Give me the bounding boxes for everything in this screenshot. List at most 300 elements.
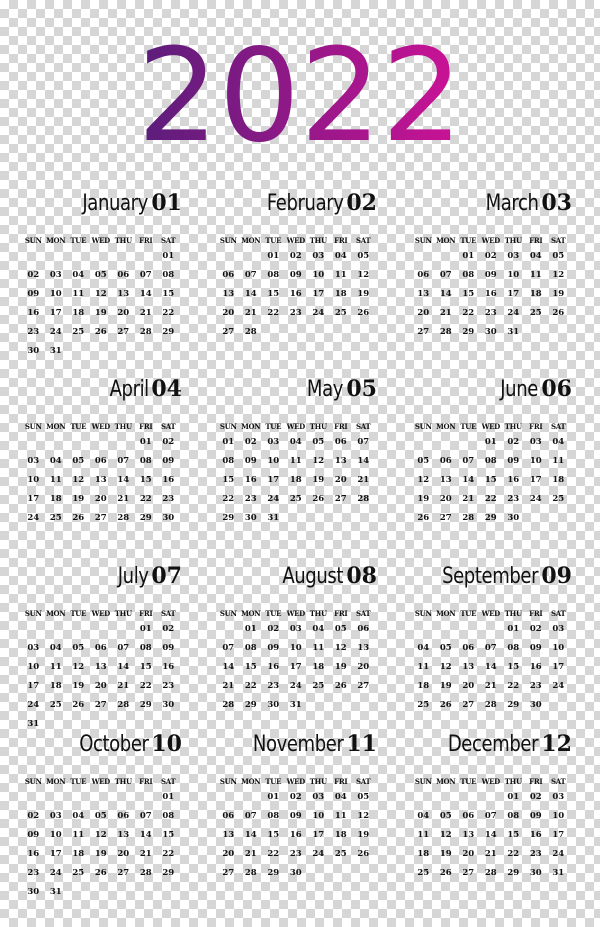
day-cell: 02 (484, 251, 497, 261)
month-title (299, 372, 377, 406)
day-cell: 23 (162, 681, 175, 691)
day-cell: 16 (162, 475, 175, 485)
day-cell: 24 (552, 849, 565, 859)
day-cell: 23 (529, 849, 542, 859)
week-row (412, 509, 572, 528)
month-title (474, 186, 572, 220)
weekday-label: MON (436, 236, 456, 245)
week-row (22, 433, 182, 452)
weekday-label: THU (504, 777, 522, 786)
day-cell: 16 (267, 662, 280, 672)
month-title (428, 727, 572, 761)
day-cell: 29 (267, 868, 280, 878)
day-cell: 07 (439, 270, 452, 280)
day-cell: 15 (507, 830, 520, 840)
day-cell: 17 (49, 849, 62, 859)
week-row (22, 490, 182, 509)
week-row (22, 471, 182, 490)
day-cell: 27 (462, 700, 475, 710)
day-cell: 02 (267, 624, 280, 634)
day-cell: 25 (49, 700, 62, 710)
weekday-label: SAT (161, 422, 176, 431)
day-cell: 03 (507, 251, 520, 261)
day-cell: 11 (72, 289, 85, 299)
day-cell: 06 (462, 643, 475, 653)
day-cell: 24 (312, 849, 325, 859)
day-cell: 22 (462, 308, 475, 318)
week-row (217, 490, 377, 509)
week-row (412, 266, 572, 285)
day-cell: 03 (289, 624, 302, 634)
day-cell: 25 (49, 513, 62, 523)
weekday-label: FRI (334, 422, 348, 431)
day-cell: 06 (222, 811, 235, 821)
day-cell: 22 (267, 308, 280, 318)
day-cell: 18 (334, 830, 347, 840)
day-cell: 20 (462, 849, 475, 859)
day-cell: 13 (439, 475, 452, 485)
month-january (22, 186, 182, 366)
day-cell: 25 (72, 327, 85, 337)
week-row (217, 433, 377, 452)
day-cell: 13 (222, 830, 235, 840)
day-cell: 20 (462, 681, 475, 691)
day-cell: 25 (72, 868, 85, 878)
day-cell: 08 (507, 643, 520, 653)
day-cell: 15 (244, 662, 257, 672)
day-cell: 28 (139, 868, 152, 878)
week-row (22, 266, 182, 285)
day-cell: 08 (222, 456, 235, 466)
day-cell: 24 (289, 681, 302, 691)
day-cell: 20 (357, 662, 370, 672)
day-cell: 26 (94, 327, 107, 337)
day-cell: 15 (162, 830, 175, 840)
day-cell: 10 (267, 456, 280, 466)
month-number: 08 (346, 563, 377, 589)
day-cell: 29 (507, 700, 520, 710)
day-cell: 21 (244, 308, 257, 318)
day-cell: 09 (484, 270, 497, 280)
week-row (217, 266, 377, 285)
week-row (412, 471, 572, 490)
day-cell: 04 (529, 251, 542, 261)
day-cell: 24 (507, 308, 520, 318)
weekday-label: WED (91, 422, 110, 431)
day-cell: 04 (334, 792, 347, 802)
month-number: 06 (541, 376, 572, 402)
weekday-label: WED (91, 236, 110, 245)
month-title (421, 559, 572, 593)
day-cell: 15 (484, 475, 497, 485)
day-cell: 04 (49, 456, 62, 466)
month-title (101, 372, 182, 406)
day-cell: 20 (439, 494, 452, 504)
day-cell: 09 (27, 830, 40, 840)
weekday-label: FRI (529, 422, 543, 431)
weekday-label: TUE (70, 236, 87, 245)
day-cell: 05 (439, 811, 452, 821)
day-cell: 07 (117, 456, 130, 466)
week-row (217, 658, 377, 677)
day-cell: 24 (27, 700, 40, 710)
day-cell: 16 (507, 475, 520, 485)
day-cell: 30 (162, 513, 175, 523)
day-cell: 19 (94, 308, 107, 318)
week-row (412, 639, 572, 658)
day-cell: 18 (529, 289, 542, 299)
day-cell: 28 (439, 327, 452, 337)
week-row (22, 452, 182, 471)
weekday-label: THU (504, 422, 522, 431)
day-cell: 21 (484, 681, 497, 691)
day-cell: 25 (417, 700, 430, 710)
day-cell: 01 (267, 251, 280, 261)
day-cell: 22 (484, 494, 497, 504)
day-cell: 23 (529, 681, 542, 691)
weekday-label: FRI (139, 236, 153, 245)
day-cell: 26 (72, 700, 85, 710)
day-cell: 26 (334, 681, 347, 691)
weekday-label: MON (46, 236, 66, 245)
week-row (412, 807, 572, 826)
day-cell: 17 (49, 308, 62, 318)
weekday-label: SUN (24, 422, 42, 431)
week-row (22, 304, 182, 323)
weekday-label: MON (241, 609, 261, 618)
weekday-label: FRI (139, 609, 153, 618)
month-name: January (82, 191, 149, 216)
week-row (412, 323, 572, 342)
day-cell: 05 (357, 792, 370, 802)
day-cell: 22 (139, 681, 152, 691)
day-cell: 30 (267, 700, 280, 710)
week-row (412, 788, 572, 807)
day-cell: 15 (139, 662, 152, 672)
day-cell: 24 (49, 327, 62, 337)
day-cell: 28 (357, 494, 370, 504)
day-cell: 14 (244, 830, 257, 840)
week-row (217, 247, 377, 266)
day-cell: 12 (94, 830, 107, 840)
month-number: 01 (151, 190, 182, 216)
week-row (412, 620, 572, 639)
weekday-label: SAT (356, 422, 371, 431)
day-cell: 12 (72, 475, 85, 485)
day-cell: 23 (162, 494, 175, 504)
day-cell: 20 (117, 308, 130, 318)
day-cell: 21 (462, 494, 475, 504)
day-cell: 02 (27, 270, 40, 280)
weekday-label: WED (286, 609, 305, 618)
week-row (22, 845, 182, 864)
day-cell: 10 (49, 830, 62, 840)
day-cell: 21 (357, 475, 370, 485)
day-cell: 22 (162, 849, 175, 859)
day-cell: 03 (267, 437, 280, 447)
weekday-label: SUN (219, 777, 237, 786)
day-cell: 23 (484, 308, 497, 318)
week-row (217, 677, 377, 696)
weekday-label: MON (46, 777, 66, 786)
day-cell: 05 (357, 251, 370, 261)
day-cell: 07 (484, 811, 497, 821)
day-cell: 12 (94, 289, 107, 299)
weekday-label: SAT (161, 777, 176, 786)
day-cell: 15 (222, 475, 235, 485)
day-cell: 27 (334, 494, 347, 504)
day-cell: 16 (529, 830, 542, 840)
day-cell: 18 (72, 308, 85, 318)
month-number: 05 (346, 376, 377, 402)
day-cell: 12 (417, 475, 430, 485)
day-cell: 03 (552, 624, 565, 634)
day-cell: 26 (417, 513, 430, 523)
day-cell: 13 (334, 456, 347, 466)
day-cell: 01 (244, 624, 257, 634)
day-cell: 14 (484, 662, 497, 672)
day-cell: 31 (27, 719, 40, 729)
day-cell: 22 (507, 681, 520, 691)
day-cell: 22 (507, 849, 520, 859)
weekday-label: FRI (334, 236, 348, 245)
weekday-label: FRI (334, 777, 348, 786)
day-cell: 17 (312, 830, 325, 840)
weekday-label: SUN (219, 609, 237, 618)
day-cell: 10 (27, 475, 40, 485)
weekday-label: TUE (70, 609, 87, 618)
day-cell: 25 (552, 494, 565, 504)
day-cell: 04 (417, 643, 430, 653)
week-row (412, 845, 572, 864)
week-row (217, 826, 377, 845)
month-title (64, 727, 182, 761)
week-row (22, 285, 182, 304)
day-cell: 17 (27, 681, 40, 691)
day-cell: 19 (72, 494, 85, 504)
day-cell: 08 (267, 270, 280, 280)
day-cell: 17 (289, 662, 302, 672)
day-cell: 13 (117, 289, 130, 299)
day-cell: 21 (222, 681, 235, 691)
month-name: May (307, 377, 344, 402)
week-row (217, 323, 377, 342)
weekday-label: SAT (356, 777, 371, 786)
day-cell: 30 (244, 513, 257, 523)
day-cell: 10 (312, 811, 325, 821)
day-cell: 14 (462, 475, 475, 485)
day-cell: 05 (72, 456, 85, 466)
day-cell: 17 (552, 662, 565, 672)
day-cell: 11 (49, 662, 62, 672)
day-cell: 12 (357, 270, 370, 280)
day-cell: 14 (484, 830, 497, 840)
day-cell: 08 (484, 456, 497, 466)
day-cell: 29 (139, 700, 152, 710)
weekday-label: THU (309, 777, 327, 786)
day-cell: 04 (552, 437, 565, 447)
day-cell: 06 (94, 643, 107, 653)
day-cell: 13 (462, 662, 475, 672)
day-cell: 21 (117, 494, 130, 504)
year-text: 2022 (137, 22, 463, 162)
day-cell: 30 (484, 327, 497, 337)
weekday-label: MON (436, 609, 456, 618)
day-cell: 19 (312, 475, 325, 485)
week-row (217, 304, 377, 323)
day-cell: 07 (139, 270, 152, 280)
day-cell: 24 (27, 513, 40, 523)
day-cell: 05 (417, 456, 430, 466)
day-cell: 06 (439, 456, 452, 466)
day-cell: 27 (117, 327, 130, 337)
day-cell: 03 (49, 811, 62, 821)
week-row (217, 788, 377, 807)
day-cell: 12 (439, 662, 452, 672)
day-cell: 18 (417, 681, 430, 691)
day-cell: 11 (334, 811, 347, 821)
week-row (22, 864, 182, 883)
day-cell: 18 (49, 681, 62, 691)
month-title (68, 186, 182, 220)
day-cell: 02 (162, 624, 175, 634)
day-cell: 25 (334, 849, 347, 859)
day-cell: 22 (222, 494, 235, 504)
day-cell: 16 (244, 475, 257, 485)
weekday-label: TUE (460, 236, 477, 245)
day-cell: 25 (289, 494, 302, 504)
day-cell: 16 (289, 289, 302, 299)
weekday-label: SUN (219, 236, 237, 245)
week-row (217, 696, 377, 715)
week-row (22, 509, 182, 528)
day-cell: 28 (244, 868, 257, 878)
day-cell: 28 (244, 327, 257, 337)
week-row (22, 323, 182, 342)
week-row (412, 864, 572, 883)
week-row (22, 696, 182, 715)
weekday-label: TUE (460, 609, 477, 618)
day-cell: 18 (552, 475, 565, 485)
day-cell: 28 (484, 868, 497, 878)
weekday-label: WED (286, 236, 305, 245)
weekday-label: MON (46, 609, 66, 618)
month-title (250, 186, 377, 220)
day-cell: 23 (289, 849, 302, 859)
day-cell: 20 (334, 475, 347, 485)
weekday-label: MON (241, 236, 261, 245)
weekday-label: FRI (529, 609, 543, 618)
day-cell: 22 (267, 849, 280, 859)
month-title (233, 727, 377, 761)
month-december (412, 727, 572, 907)
day-cell: 14 (244, 289, 257, 299)
day-cell: 10 (312, 270, 325, 280)
day-cell: 31 (267, 513, 280, 523)
day-cell: 16 (484, 289, 497, 299)
day-cell: 11 (49, 475, 62, 485)
day-cell: 07 (462, 456, 475, 466)
weekday-label: THU (504, 236, 522, 245)
day-cell: 01 (139, 624, 152, 634)
week-row (217, 452, 377, 471)
day-cell: 18 (334, 289, 347, 299)
month-name: December (448, 732, 539, 757)
week-row (22, 247, 182, 266)
day-cell: 10 (289, 643, 302, 653)
day-cell: 06 (222, 270, 235, 280)
day-cell: 26 (72, 513, 85, 523)
day-cell: 19 (94, 849, 107, 859)
day-cell: 05 (94, 270, 107, 280)
day-cell: 28 (222, 700, 235, 710)
day-cell: 17 (312, 289, 325, 299)
weekday-label: THU (114, 422, 132, 431)
month-august (217, 559, 377, 739)
day-cell: 06 (117, 270, 130, 280)
day-cell: 09 (529, 643, 542, 653)
day-cell: 31 (289, 700, 302, 710)
day-cell: 10 (552, 811, 565, 821)
day-cell: 27 (417, 327, 430, 337)
weekday-label: THU (114, 609, 132, 618)
month-june (412, 372, 572, 552)
day-cell: 02 (529, 624, 542, 634)
weekday-label: SAT (356, 236, 371, 245)
weekday-label: SUN (414, 609, 432, 618)
day-cell: 11 (417, 830, 430, 840)
day-cell: 28 (117, 513, 130, 523)
day-cell: 15 (267, 289, 280, 299)
day-cell: 20 (222, 849, 235, 859)
day-cell: 01 (139, 437, 152, 447)
day-cell: 10 (27, 662, 40, 672)
day-cell: 24 (552, 681, 565, 691)
weekday-label: SUN (414, 236, 432, 245)
day-cell: 10 (507, 270, 520, 280)
week-row (412, 304, 572, 323)
day-cell: 13 (357, 643, 370, 653)
day-cell: 31 (49, 887, 62, 897)
day-cell: 30 (529, 700, 542, 710)
day-cell: 04 (417, 811, 430, 821)
day-cell: 16 (27, 308, 40, 318)
day-cell: 14 (139, 830, 152, 840)
day-cell: 30 (27, 887, 40, 897)
weekday-label: FRI (139, 422, 153, 431)
day-cell: 11 (417, 662, 430, 672)
day-cell: 05 (552, 251, 565, 261)
week-row (412, 285, 572, 304)
weekday-label: SAT (551, 609, 566, 618)
weekday-label: MON (46, 422, 66, 431)
day-cell: 21 (139, 849, 152, 859)
weekday-label: WED (286, 422, 305, 431)
weekday-label: THU (309, 236, 327, 245)
day-cell: 03 (49, 270, 62, 280)
day-cell: 31 (552, 868, 565, 878)
day-cell: 06 (334, 437, 347, 447)
weekday-label: TUE (70, 777, 87, 786)
day-cell: 11 (334, 270, 347, 280)
month-name: February (266, 191, 344, 216)
weekday-label: FRI (334, 609, 348, 618)
week-row (217, 285, 377, 304)
month-july (22, 559, 182, 739)
day-cell: 27 (222, 327, 235, 337)
weekday-label: TUE (460, 422, 477, 431)
day-cell: 03 (312, 792, 325, 802)
